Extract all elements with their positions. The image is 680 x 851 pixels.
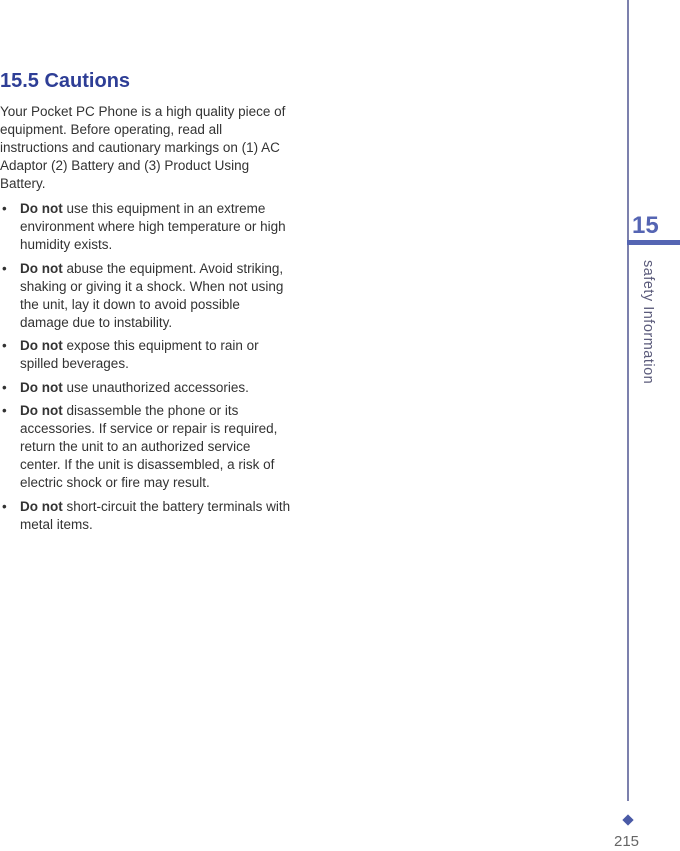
- caution-emphasis: Do not: [20, 338, 63, 353]
- caution-emphasis: Do not: [20, 403, 63, 418]
- bullet-marker: •: [2, 403, 7, 418]
- caution-item: [0, 337, 292, 373]
- sidebar-rule: [627, 0, 629, 801]
- bullet-marker: •: [2, 260, 7, 276]
- caution-text: abuse the equipment. Avoid striking, shaking or giving it a shock. When not using the unit, lay it down to avoid possible damage due to instability.: [20, 260, 284, 330]
- bullet-marker: •: [2, 379, 7, 395]
- caution-text: expose this equipment to rain or spilled beverages.: [20, 338, 259, 371]
- caution-item: [0, 200, 292, 254]
- caution-emphasis: Do not: [20, 379, 63, 395]
- caution-text: disassemble the phone or its accessories. If service or repair is required, return the unit to an authorized service center. If the unit is disassembled, a risk of electric shock or fire may result.: [20, 403, 278, 490]
- chapter-underline: [627, 240, 680, 245]
- caution-list: [0, 200, 292, 534]
- chapter-title: safety Information: [640, 259, 656, 385]
- chapter-number: 15: [632, 212, 659, 239]
- bullet-marker: •: [2, 498, 7, 514]
- page-number: 215: [614, 833, 640, 850]
- caution-item: [0, 379, 292, 397]
- caution-item: [0, 402, 292, 492]
- caution-emphasis: Do not: [20, 498, 63, 514]
- bullet-marker: •: [2, 338, 7, 353]
- caution-item: [0, 260, 292, 332]
- caution-item: [0, 498, 292, 534]
- section-title: 15.5 Cautions: [0, 70, 131, 92]
- diamond-icon: [622, 814, 633, 825]
- caution-text: use unauthorized accessories.: [62, 379, 249, 395]
- caution-text: use this equipment in an extreme environment where high temperature or high humidity exists.: [20, 201, 286, 252]
- bullet-marker: •: [2, 201, 7, 216]
- main-content: [0, 68, 292, 539]
- caution-text: short-circuit the battery terminals with metal items.: [20, 498, 291, 532]
- intro-paragraph: Your Pocket PC Phone is a high quality piece of equipment. Before operating, read all instructions and cautionary markings on (1) AC Adaptor (2) Battery and (3) Product Using Battery.: [0, 104, 286, 191]
- caution-emphasis: Do not: [20, 201, 63, 216]
- caution-emphasis: Do not: [20, 260, 63, 276]
